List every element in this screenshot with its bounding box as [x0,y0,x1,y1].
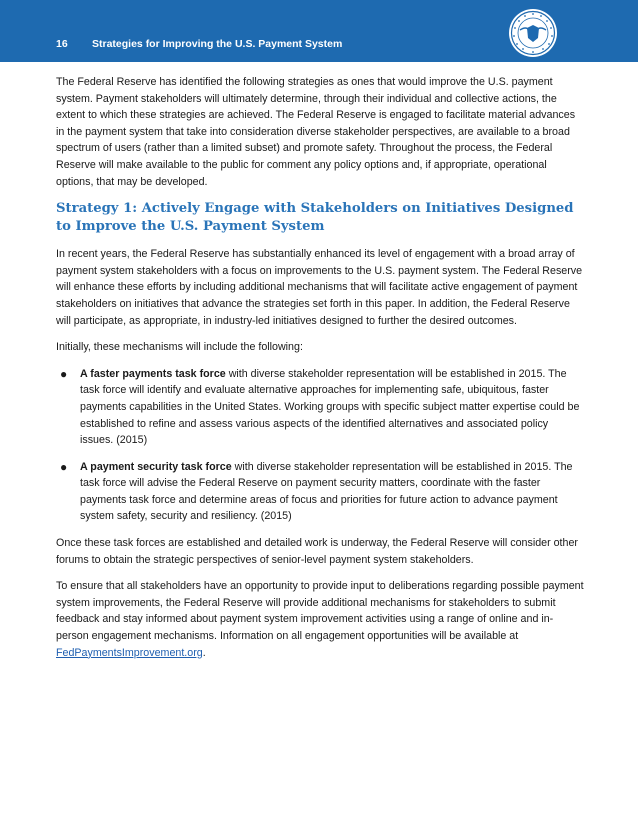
list-item [56,366,584,449]
bullet-icon: ● [60,366,68,381]
list-item [56,459,584,525]
bullet-bold: A faster payments task force [80,367,226,380]
fedpayments-link[interactable]: FedPaymentsImprovement.org [56,646,203,659]
page-header [0,0,638,62]
bullet-text: with diverse stakeholder representation will be established in 2015. The task force will identify and evaluate alternative approaches for implementing safe, ubiquitous, faster payments capabilities in the United States. Working groups with specific subject matter expertise could be established to refine and assess various aspects of the identified alternatives and associated policy issues. (2015) [80,367,580,447]
paragraph-4-suffix: . [202,646,206,659]
page-number: 16 [56,38,68,50]
paragraph-3: Once these task forces are established and detailed work is underway, the Federal Reserve will consider other forums to obtain the strategic perspectives of senior-level payment system stakeholders. [56,537,578,566]
bullet-bold: A payment security task force [80,460,232,473]
task-force-list [56,366,584,525]
intro-paragraph: The Federal Reserve has identified the following strategies as ones that would improve the U.S. payment system. Payment stakeholders will ultimately determine, through their individual and collective actions, the extent to which these strategies are achieved. The Federal Reserve is engaged to facilitate material advances in the payment system that take into consideration diverse stakeholder perspectives, are available to a broad spectrum of users (rather than a limited subset) and promote safety. Throughout the process, the Federal Reserve will make available to the public for comment any policy options and, if appropriate, operational options, that may be developed. [56,76,576,188]
paragraph-1: In recent years, the Federal Reserve has substantially enhanced its level of engagement with a broad array of payment system stakeholders with a focus on improvements to the U.S. payment system. The Federal Reserve will enhance these efforts by including additional mechanisms that will facilitate active engagement of payment stakeholders on initiatives that advance the strategies set forth in this paper. In addition, the Federal Reserve will participate, as appropriate, in industry-led initiatives designed to further the desired outcomes. [56,248,583,327]
strategy-heading: Strategy 1: Actively Engage with Stakeholders on Initiatives Designed to Improve the U.S. Payment System [56,201,574,235]
paragraph-4-text: To ensure that all stakeholders have an opportunity to provide input to deliberations regarding possible payment system improvements, the Federal Reserve will provide additional mechanisms for stakeholders to submit feedback and stay informed about payment system improvement activities using a range of online and in-person engagement mechanisms. Information on all engagement opportunities will be available at [56,580,584,643]
federal-reserve-seal-icon [508,8,558,58]
header-title: Strategies for Improving the U.S. Payment System [92,38,343,50]
paragraph-4 [56,578,584,661]
bullet-text: with diverse stakeholder representation will be established in 2015. The task force will advise the Federal Reserve on payment security matters, coordinate with the faster payments task force and determine areas of focus and priorities for future action to advance payment system safety, security and resiliency. (2015) [80,460,573,523]
page-content [56,74,584,671]
bullet-icon: ● [60,459,68,474]
paragraph-2: Initially, these mechanisms will include the following: [56,341,303,354]
